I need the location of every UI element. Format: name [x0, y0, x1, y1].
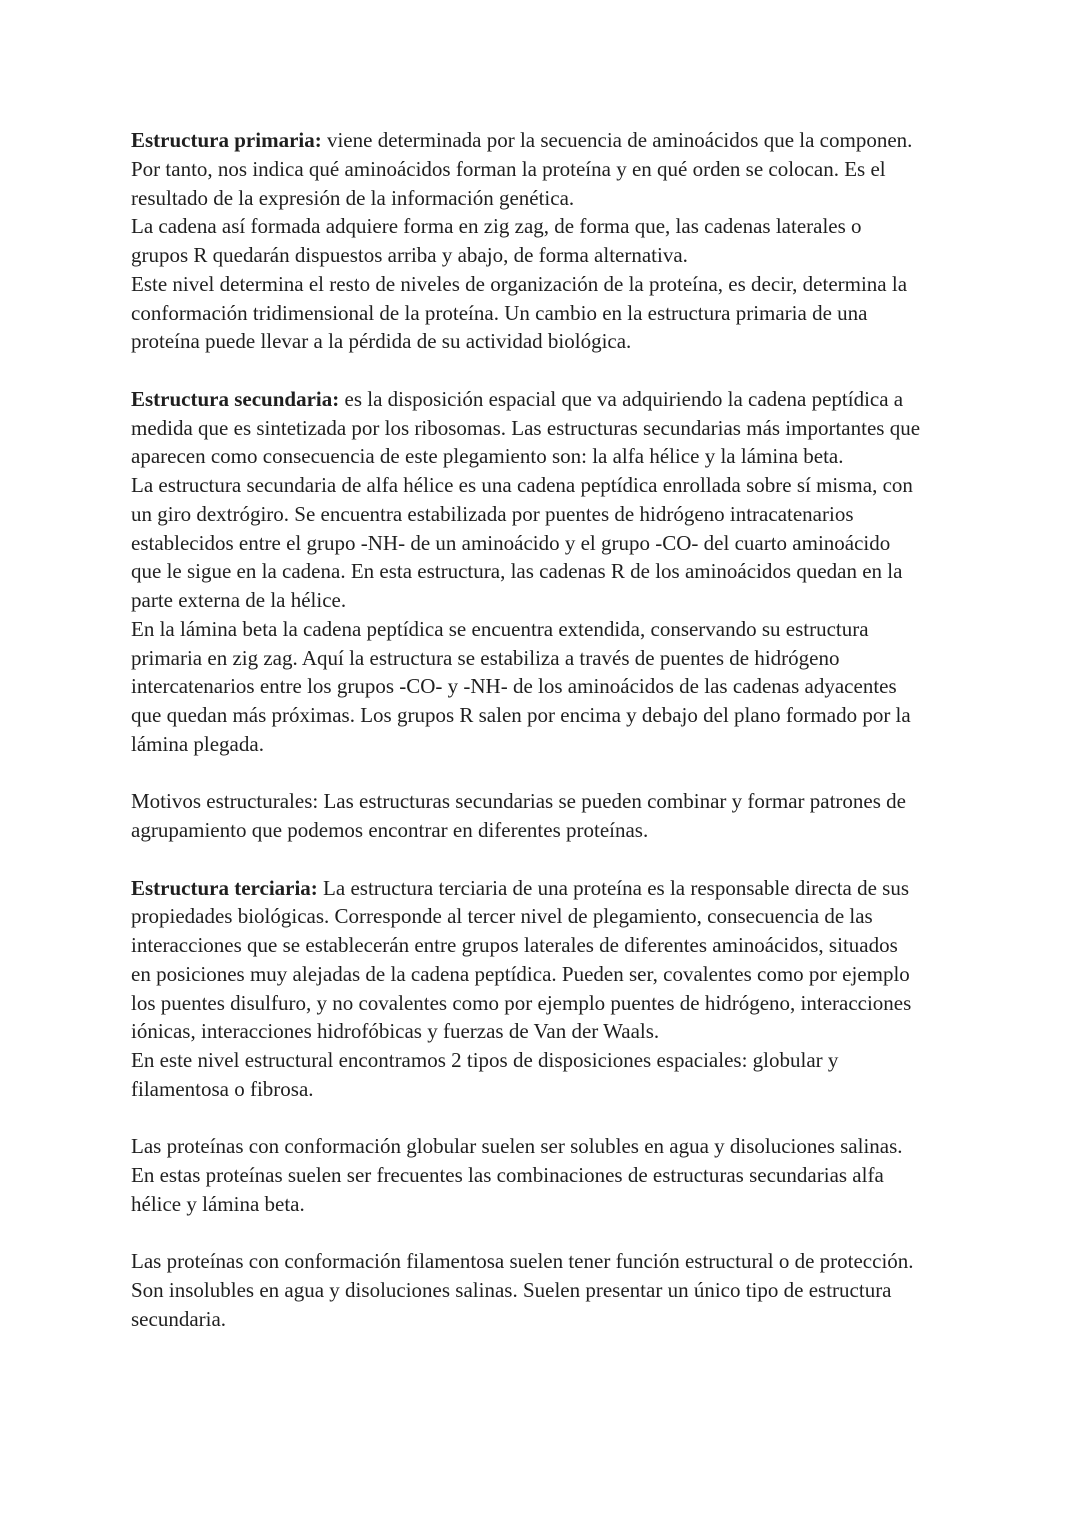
text-line: parte externa de la hélice.	[131, 588, 347, 612]
text-line: interacciones que se establecerán entre grupos laterales de diferentes aminoácidos, situados	[131, 933, 898, 957]
text-line: resultado de la expresión de la información genética.	[131, 185, 575, 210]
text-line: En este nivel estructural encontramos 2 tipos de disposiciones espaciales: globular y	[131, 1048, 839, 1072]
text-line	[131, 126, 961, 155]
text-line: establecidos entre el grupo -NH- de un aminoácido y el grupo -CO- del cuarto aminoácido	[131, 530, 891, 555]
paragraph-proteinas-filamentosas	[131, 1247, 961, 1333]
text-line: medida que es sintetizada por los ribosomas. Las estructuras secundarias más importantes que	[131, 415, 921, 440]
text-line: Son insolubles en agua y disoluciones salinas. Suelen presentar un único tipo de estructura	[131, 1278, 892, 1302]
text-line: en posiciones muy alejadas de la cadena peptídica. Pueden ser, covalentes como por ejemplo	[131, 961, 910, 986]
text-line: La estructura secundaria de alfa hélice es una cadena peptídica enrollada sobre sí misma, con	[131, 473, 913, 497]
text-line: Las proteínas con conformación filamentosa suelen tener función estructural o de protección.	[131, 1249, 914, 1274]
paragraph-estructura-secundaria	[131, 385, 961, 759]
text-line: Este nivel determina el resto de niveles de organización de la proteína, es decir, determina la	[131, 271, 908, 296]
section-heading: Estructura primaria:	[131, 128, 322, 152]
paragraph-motivos-estructurales	[131, 787, 961, 845]
paragraph-estructura-terciaria	[131, 874, 961, 1104]
text-run: es la disposición espacial que va adquiriendo la cadena peptídica a	[339, 386, 904, 411]
text-line: aparecen como consecuencia de este plegamiento son: la alfa hélice y la lámina beta.	[131, 444, 844, 469]
paragraph-estructura-primaria	[131, 126, 961, 356]
text-line: los puentes disulfuro, y no covalentes como por ejemplo puentes de hidrógeno, interacciones	[131, 990, 912, 1015]
text-line	[131, 874, 961, 903]
text-line: Motivos estructurales: Las estructuras secundarias se pueden combinar y formar patrones de	[131, 789, 906, 814]
section-heading: Estructura secundaria:	[131, 386, 340, 411]
text-line: filamentosa o fibrosa.	[131, 1076, 314, 1101]
text-line: grupos R quedarán dispuestos arriba y abajo, de forma alternativa.	[131, 243, 688, 267]
text-line: Por tanto, nos indica qué aminoácidos forman la proteína y en qué orden se colocan. Es el	[131, 156, 886, 181]
text-line: En la lámina beta la cadena peptídica se encuentra extendida, conservando su estructura	[131, 616, 869, 641]
text-run: viene determinada por la secuencia de aminoácidos que la componen.	[321, 128, 913, 152]
text-line: iónicas, interacciones hidrofóbicas y fuerzas de Van der Waals.	[131, 1019, 660, 1044]
text-line: un giro dextrógiro. Se encuentra estabilizada por puentes de hidrógeno intracatenarios	[131, 501, 854, 526]
text-line: conformación tridimensional de la proteína. Un cambio en la estructura primaria de una	[131, 300, 868, 325]
text-line: primaria en zig zag. Aquí la estructura se estabiliza a través de puentes de hidrógeno	[131, 645, 840, 670]
section-heading: Estructura terciaria:	[131, 875, 318, 900]
text-line: secundaria.	[131, 1306, 227, 1331]
text-line	[131, 385, 961, 414]
text-line: agrupamiento que podemos encontrar en diferentes proteínas.	[131, 818, 649, 842]
text-line: intercatenarios entre los grupos -CO- y -NH- de los aminoácidos de las cadenas adyacentes	[131, 674, 897, 699]
text-line: proteína puede llevar a la pérdida de su actividad biológica.	[131, 329, 632, 354]
text-line: propiedades biológicas. Corresponde al tercer nivel de plegamiento, consecuencia de las	[131, 904, 873, 929]
text-line: Las proteínas con conformación globular suelen ser solubles en agua y disoluciones salinas.	[131, 1134, 903, 1159]
paragraph-proteinas-globulares	[131, 1132, 961, 1218]
text-line: En estas proteínas suelen ser frecuentes las combinaciones de estructuras secundarias alfa	[131, 1163, 884, 1187]
text-line: que le sigue en la cadena. En esta estructura, las cadenas R de los aminoácidos quedan en la	[131, 559, 903, 584]
text-line: La cadena así formada adquiere forma en zig zag, de forma que, las cadenas laterales o	[131, 214, 862, 239]
text-line: que quedan más próximas. Los grupos R salen por encima y debajo del plano formado por la	[131, 703, 911, 727]
text-line: lámina plegada.	[131, 731, 264, 756]
text-run: La estructura terciaria de una proteína es la responsable directa de sus	[317, 875, 910, 900]
document-page	[131, 126, 961, 1362]
text-line: hélice y lámina beta.	[131, 1191, 305, 1216]
